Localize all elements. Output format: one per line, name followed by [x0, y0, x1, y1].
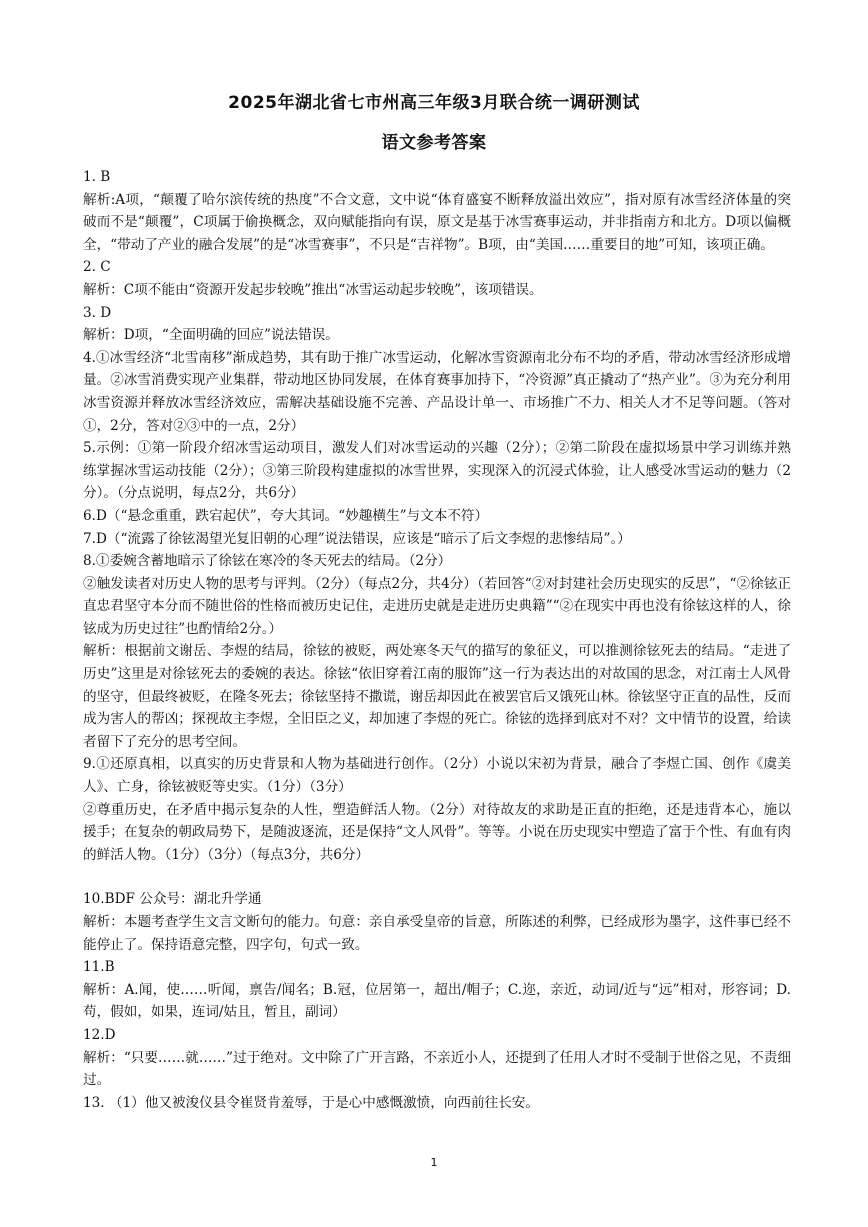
answer-paragraph: 11.B: [83, 959, 115, 976]
answer-paragraph: ②尊重历史，在矛盾中揭示复杂的人性，塑造鲜活人物。（2分）对待故友的求助是正直的拒绝，还是违背本心，施以援手；在复杂的朝政局势下，是随波逐流，还是保持“文人风骨”。等等。小说在历史现实中塑造了富于个性、有血有肉的鲜活人物。（1分）（3分）（每点3分，共6分）: [83, 801, 791, 863]
document-subtitle: 语文参考答案: [381, 133, 487, 153]
answer-paragraph: 4.①冰雪经济“北雪南移”渐成趋势，其有助于推广冰雪运动，化解冰雪资源南北分布不均的矛盾，带动冰雪经济形成增量。②冰雪消费实现产业集群，带动地区协同发展，在体育赛事加持下，“冷资源”真正撬动了“热产业”。③为充分利用冰雪资源并释放冰雪经济效应，需解决基础设施不完善、产品设计单一、市场推广不力、相关人才不足等问题。（答对①，2分，答对②③中的一点，2分）: [83, 349, 791, 434]
answer-paragraph: 10.BDF 公众号：湖北升学通: [83, 891, 262, 908]
answer-content: [83, 166, 791, 1114]
document-title: 2025年湖北省七市州高三年级3月联合统一调研测试: [228, 93, 640, 113]
section-gap: [83, 866, 791, 888]
answer-paragraph: 9.①还原真相，以真实的历史背景和人物为基础进行创作。（2分）小说以宋初为背景，融合了李煜亡国、创作《虞美人》、亡身，徐铉被贬等史实。（1分）（3分）: [83, 756, 791, 796]
answer-paragraph: 解析：本题考查学生文言文断句的能力。句意：亲自承受皇帝的旨意，所陈述的利弊，已经成形为墨字，这件事已经不能停止了。保持语意完整，四字句，句式一致。: [83, 914, 791, 953]
answer-paragraph: 解析：C项不能由“资源开发起步较晚”推出“冰雪运动起步较晚”，该项错误。: [83, 281, 543, 298]
answer-paragraph: 12.D: [83, 1026, 116, 1043]
answer-paragraph: 解析：根据前文谢岳、李煜的结局，徐铉的被贬，两处寒冬天气的描写的象征义，可以推测徐铉死去的结局。“走进了历史”这里是对徐铉死去的委婉的表达。徐铉“依旧穿着江南的服饰”这一行为表达出的对故国的思念，对江南士人风骨的坚守，但最终被贬，在隆冬死去；徐铉坚持不撒谎，谢岳却因此在被罢官后又饿死山林。徐铉坚守正直的品性，反而成为害人的帮凶；探视故主李煜，全旧臣之义，却加速了李煜的死亡。徐铉的选择到底对不对？文中情节的设置，给读者留下了充分的思考空间。: [83, 643, 791, 750]
answer-paragraph: 解析：A.闻，使……听闻，禀告/闻名；B.冠，位居第一，超出/帽子；C.迩，亲近，动词/近与“远”相对，形容词；D.苟，假如，如果，连词/姑且，暂且，副词）: [83, 981, 791, 1021]
answer-paragraph: 解析：“只要……就……”过于绝对。文中除了广开言路，不亲近小人，还提到了任用人才时不受制于世俗之见，不责细过。: [83, 1049, 791, 1089]
page-number: 1: [430, 1156, 438, 1169]
answer-paragraph: 解析:A项，“颠覆了哈尔滨传统的热度”不合文意，文中说“体育盛宴不断释放溢出效应”，指对原有冰雪经济体量的突破而不是“颠覆”，C项属于偷换概念，双向赋能指向有误，原文是基于冰雪赛事运动，并非指南方和北方。D项以偏概全，“带动了产业的融合发展”的是“冰雪赛事”，不只是“吉祥物”。B项，由“美国……重要目的地”可知，该项正确。: [83, 191, 791, 253]
answer-paragraph: 3. D: [83, 304, 112, 321]
answer-paragraph: 8.①委婉含蓄地暗示了徐铉在寒冷的冬天死去的结局。（2分）: [83, 553, 452, 570]
answer-paragraph: 2. C: [83, 259, 111, 276]
answer-paragraph: ②触发读者对历史人物的思考与评判。（2分）（每点2分，共4分）（若回答“②对封建社会历史现实的反思”，“②徐铉正直忠君坚守本分而不随世俗的性格而被历史记住，走进历史就是走进历史典籍”“②在现实中再也没有徐铉这样的人，徐铉成为历史过往”也酌情给2分。）: [83, 575, 791, 637]
answer-paragraph: 解析：D项，“全面明确的回应”说法错误。: [83, 327, 339, 344]
answer-paragraph: 6.D（“悬念重重，跌宕起伏”，夸大其词。“妙趣横生”与文本不符）: [83, 507, 489, 524]
answer-paragraph: 13. （1）他又被浚仪县令崔贤肯羞辱，于是心中感慨激愤，向西前往长安。: [83, 1094, 539, 1111]
answer-paragraph: 5.示例：①第一阶段介绍冰雪运动项目，激发人们对冰雪运动的兴趣（2分）；②第二阶段在虚拟场景中学习训练并熟练掌握冰雪运动技能（2分）；③第三阶段构建虚拟的冰雪世界，实现深入的沉浸式体验，让人感受冰雪运动的魅力（2分）。（分点说明，每点2分，共6分）: [83, 440, 791, 502]
answer-paragraph: 1. B: [83, 169, 111, 185]
answer-paragraph: 7.D（“流露了徐铉渴望光复旧朝的心理”说法错误，应该是“暗示了后文李煜的悲惨结局”。）: [83, 530, 631, 547]
